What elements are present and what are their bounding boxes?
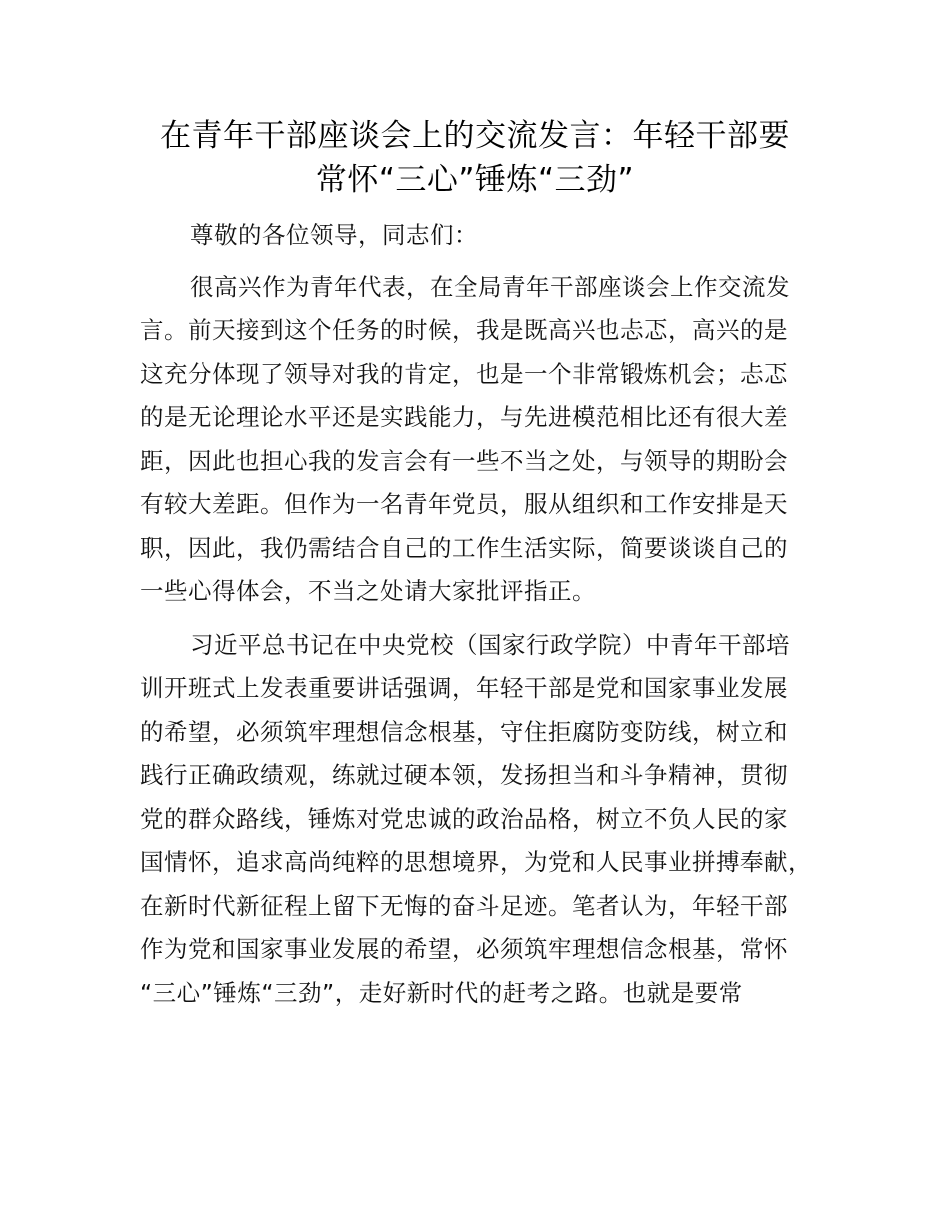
paragraph-1-line-1: 很高兴作为青年代表，在全局青年干部座谈会上作交流发 [190,273,790,301]
paragraph-2-line-5: 党的群众路线，锤炼对党忠诚的政治品格，树立不负人民的家 [140,805,788,833]
paragraph-2-line-1: 习近平总书记在中央党校（国家行政学院）中青年干部培 [190,631,790,659]
paragraph-2-line-6: 国情怀，追求高尚纯粹的思想境界，为党和人民事业拼搏奉献， [140,848,812,876]
paragraph-2-line-8: 作为党和国家事业发展的希望，必须筑牢理想信念根基，常怀 [140,935,788,963]
paragraph-2-line-7: 在新时代新征程上留下无悔的奋斗足迹。笔者认为，年轻干部 [140,892,788,920]
paragraph-1-line-6: 有较大差距。但作为一名青年党员，服从组织和工作安排是天 [140,490,788,518]
paragraph-1-line-2: 言。前天接到这个任务的时候，我是既高兴也忐忑，高兴的是 [140,316,788,344]
paragraph-1-line-5: 距，因此也担心我的发言会有一些不当之处，与领导的期盼会 [140,447,788,475]
document-title-line-2: 常怀“三心”锤炼“三劲” [315,162,635,198]
document-title-line-1: 在青年干部座谈会上的交流发言：年轻干部要 [160,118,790,154]
salutation: 尊敬的各位领导，同志们： [190,221,478,249]
paragraph-2-line-9: “三心”锤炼“三劲”，走好新时代的赶考之路。也就是要常 [140,979,743,1007]
paragraph-2-line-3: 的希望，必须筑牢理想信念根基，守住拒腐防变防线，树立和 [140,718,788,746]
paragraph-2-line-2: 训开班式上发表重要讲话强调，年轻干部是党和国家事业发展 [140,674,788,702]
paragraph-1-line-3: 这充分体现了领导对我的肯定，也是一个非常锻炼机会；忐忑 [140,360,788,388]
paragraph-1-line-4: 的是无论理论水平还是实践能力，与先进模范相比还有很大差 [140,403,788,431]
paragraph-2-line-4: 践行正确政绩观，练就过硬本领，发扬担当和斗争精神，贯彻 [140,761,788,789]
paragraph-1-line-7: 职，因此，我仍需结合自己的工作生活实际，简要谈谈自己的 [140,534,788,562]
paragraph-1-line-8: 一些心得体会，不当之处请大家批评指正。 [140,577,596,605]
